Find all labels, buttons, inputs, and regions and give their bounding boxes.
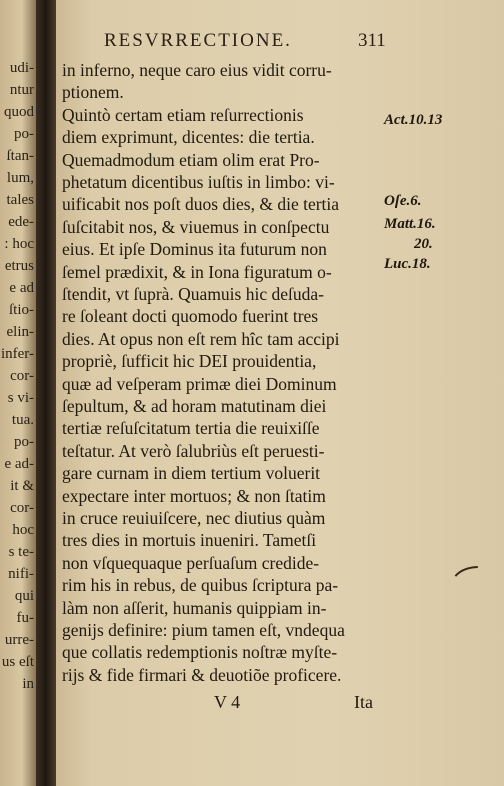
left-fragment: in: [22, 676, 34, 692]
text-line: diem exprimunt, dicentes: die tertia.: [62, 127, 315, 147]
text-line: ſtendit, vt ſuprà. Quamuis hic deſuda-: [62, 284, 324, 304]
left-fragment: qui: [14, 588, 34, 604]
left-fragment: us eſt: [1, 654, 34, 670]
left-fragment: ſtio-: [9, 302, 34, 318]
text-line: rijs & fide firmari & deuotiõe proficere.: [62, 665, 342, 685]
margin-note: Oſe.6.: [384, 193, 422, 209]
text-line: que collatis redemptionis noſtræ myſte-: [62, 642, 338, 662]
left-fragment: ntur: [9, 82, 34, 98]
text-line: quæ ad veſperam primæ diei Dominum: [62, 374, 337, 394]
text-line: phetatum dicentibus iuſtis in limbo: vi-: [62, 172, 335, 192]
left-fragment: cor-: [10, 368, 34, 384]
text-line: ſuſcitabit nos, & viuemus in conſpectu: [62, 217, 330, 237]
page-number: 311: [358, 30, 386, 51]
left-fragment: tua.: [11, 412, 34, 428]
left-fragment: : hoc: [4, 236, 34, 252]
text-line: genijs definire: pium tamen eſt, vndequa: [62, 620, 345, 640]
ink-mark-icon: [452, 562, 481, 584]
text-line: propriè, ſufficit hic DEI prouidentia,: [62, 351, 317, 371]
text-line: gare curnam in diem tertium voluerit: [62, 463, 321, 483]
left-fragment: po-: [14, 434, 34, 450]
left-fragment: urre-: [4, 632, 34, 648]
left-fragment: e ad: [9, 280, 34, 296]
margin-note: 20.: [414, 236, 433, 252]
text-line: Quintò certam etiam reſurrectionis: [62, 105, 304, 125]
margin-note: Matt.16.: [384, 216, 436, 232]
text-line: tres dies in mortuis inueniri. Tametſi: [62, 530, 317, 550]
right-page: [56, 0, 504, 786]
left-fragment: cor-: [10, 500, 34, 516]
catchword: Ita: [354, 692, 373, 712]
text-line: tertiæ reſuſcitatum tertia die reuixiſſe: [62, 418, 320, 438]
text-line: expectare inter mortuos; & non ſtatim: [62, 486, 326, 506]
text-line: làm non aſſerit, humanis quippiam in-: [62, 598, 327, 618]
text-line: rim his in rebus, de quibus ſcriptura pa-: [62, 575, 339, 595]
text-line: re ſoleant docti quomodo fuerint tres: [62, 306, 319, 326]
text-line: non vſquequaque perſuaſum credide-: [62, 553, 320, 573]
text-line: in inferno, neque caro eius vidit corru-: [62, 60, 332, 80]
left-fragment: nifi-: [8, 566, 34, 582]
text-line: ſepultum, & ad horam matutinam diei: [62, 396, 327, 416]
signature-mark: V 4: [214, 692, 241, 712]
text-line: in cruce reuiuiſcere, nec diutius quàm: [62, 508, 326, 528]
left-fragment: po-: [14, 126, 34, 142]
left-fragment: etrus: [4, 258, 34, 274]
left-fragment: tales: [6, 192, 34, 208]
left-fragment: ede-: [8, 214, 34, 230]
text-line: uificabit nos poſt duos dies, & die tertia: [62, 194, 340, 214]
left-fragment: fu-: [16, 610, 34, 626]
left-fragment: hoc: [12, 522, 34, 538]
book-gutter: [36, 0, 56, 786]
left-fragment: elin-: [6, 324, 34, 340]
left-fragment: lum,: [6, 170, 34, 186]
margin-note: Act.10.13: [384, 112, 443, 128]
left-fragment: s vi-: [7, 390, 34, 406]
text-line: dies. At opus non eſt rem hîc tam accipi: [62, 329, 340, 349]
left-fragment: it &: [10, 478, 34, 494]
text-line: eius. Et ipſe Dominus ita futurum non: [62, 239, 327, 259]
left-fragment: s te-: [8, 544, 34, 560]
text-line: Quemadmodum etiam olim erat Pro-: [62, 150, 320, 170]
left-fragment: udi-: [9, 60, 34, 76]
left-fragment: infer-: [0, 346, 34, 362]
text-line: ptionem.: [62, 82, 124, 102]
text-line: ſemel prædixit, & in Iona figuratum o-: [62, 262, 332, 282]
left-fragment: e ad-: [4, 456, 34, 472]
left-fragment: ſtan-: [6, 148, 34, 164]
left-fragment: quod: [4, 104, 34, 120]
text-line: teſtatur. At verò ſalubriùs eſt peruesti-: [62, 441, 325, 461]
margin-note: Luc.18.: [384, 256, 431, 272]
left-page-edge: [0, 0, 36, 786]
running-head: RESVRRECTIONE.: [104, 30, 292, 51]
